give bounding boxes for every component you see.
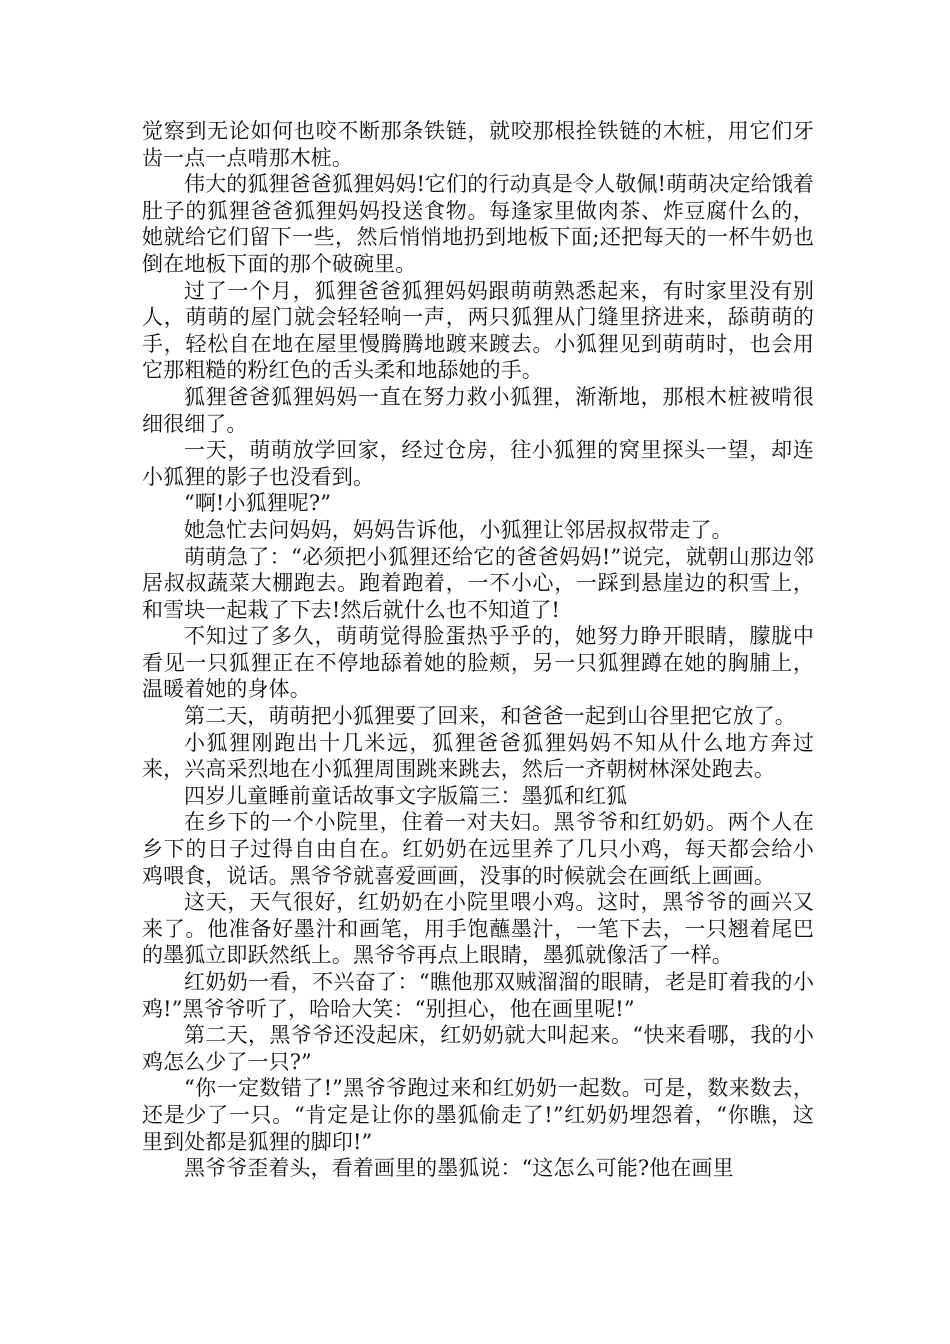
paragraph-13: 在乡下的一个小院里，住着一对夫妇。黑爷爷和红奶奶。两个人在乡下的日子过得自由自在。红奶奶在远里养了几只小鸡，每天都会给小鸡喂食，说话。黑爷爷就喜爱画画，没事的时候就会在画纸上画画。 bbox=[142, 810, 814, 888]
paragraph-10: 第二天，萌萌把小狐狸要了回来，和爸爸一起到山谷里把它放了。 bbox=[184, 704, 796, 729]
paragraph-16: 第二天，黑爷爷还没起床，红奶奶就大叫起来。“快来看哪，我的小鸡怎么少了一只?” bbox=[142, 1023, 814, 1074]
paragraph-5: 一天，萌萌放学回家，经过仓房，往小狐狸的窝里探头一望，却连小狐狸的影子也没看到。 bbox=[142, 438, 814, 489]
paragraph-11: 小狐狸刚跑出十几米远，狐狸爸爸狐狸妈妈不知从什么地方奔过来，兴高采烈地在小狐狸周围跳来跳去，然后一齐朝树林深处跑去。 bbox=[142, 730, 814, 782]
paragraph-17: “你一定数错了!”黑爷爷跑过来和红奶奶一起数。可是，数来数去，还是少了一只。“肯定是让你的墨狐偷走了!”红奶奶埋怨着，“你瞧，这里到处都是狐狸的脚印!” bbox=[142, 1076, 814, 1154]
section-heading: 四岁儿童睡前童话故事文字版篇三：墨狐和红狐 bbox=[184, 783, 628, 808]
paragraph-8: 萌萌急了：“必须把小狐狸还给它的爸爸妈妈!”说完，就朝山那边邻居叔叔蔬菜大棚跑去。跑着跑着，一不小心，一踩到悬崖边的积雪上，和雪块一起栽了下去!然后就什么也不知道了! bbox=[142, 544, 814, 622]
paragraph-4: 狐狸爸爸狐狸妈妈一直在努力救小狐狸，渐渐地，那根木桩被啃很细很细了。 bbox=[142, 384, 814, 436]
paragraph-18: 黑爷爷歪着头，看着画里的墨狐说：“这怎么可能?他在画里 bbox=[184, 1156, 734, 1181]
paragraph-3: 过了一个月，狐狸爸爸狐狸妈妈跟萌萌熟悉起来，有时家里没有别人，萌萌的屋门就会轻轻响一声，两只狐狸从门缝里挤进来，舔萌萌的手，轻松自在地在屋里慢腾腾地踱来踱去。小狐狸见到萌萌时，也会用它那粗糙的粉红色的舌头柔和地舔她的手。 bbox=[142, 278, 814, 383]
paragraph-15: 红奶奶一看，不兴奋了：“瞧他那双贼溜溜的眼睛，老是盯着我的小鸡!”黑爷爷听了，哈哈大笑：“别担心，他在画里呢!” bbox=[142, 970, 814, 1021]
paragraph-14: 这天，天气很好，红奶奶在小院里喂小鸡。这时，黑爷爷的画兴又来了。他准备好墨汁和画笔，用手饱蘸墨汁，一笔下去，一只翘着尾巴的墨狐立即跃然纸上。黑爷爷再点上眼睛，墨狐就像活了一样。 bbox=[142, 890, 814, 968]
paragraph-7: 她急忙去问妈妈，妈妈告诉他，小狐狸让邻居叔叔带走了。 bbox=[184, 517, 733, 542]
paragraph-9: 不知过了多久，萌萌觉得脸蛋热乎乎的，她努力睁开眼睛，朦胧中看见一只狐狸正在不停地舔着她的脸颊，另一只狐狸蹲在她的胸脯上，温暖着她的身体。 bbox=[142, 624, 814, 702]
document-body bbox=[142, 118, 814, 1182]
paragraph-2: 伟大的狐狸爸爸狐狸妈妈!它们的行动真是令人敬佩!萌萌决定给饿着肚子的狐狸爸爸狐狸妈妈投送食物。每逢家里做肉茶、炸豆腐什么的，她就给它们留下一些，然后悄悄地扔到地板下面;还把每天的一杯牛奶也倒在地板下面的那个破碗里。 bbox=[142, 172, 814, 276]
paragraph-1: 觉察到无论如何也咬不断那条铁链，就咬那根拴铁链的木桩，用它们牙齿一点一点啃那木桩。 bbox=[142, 119, 814, 170]
paragraph-6: “啊!小狐狸呢?” bbox=[184, 491, 332, 516]
